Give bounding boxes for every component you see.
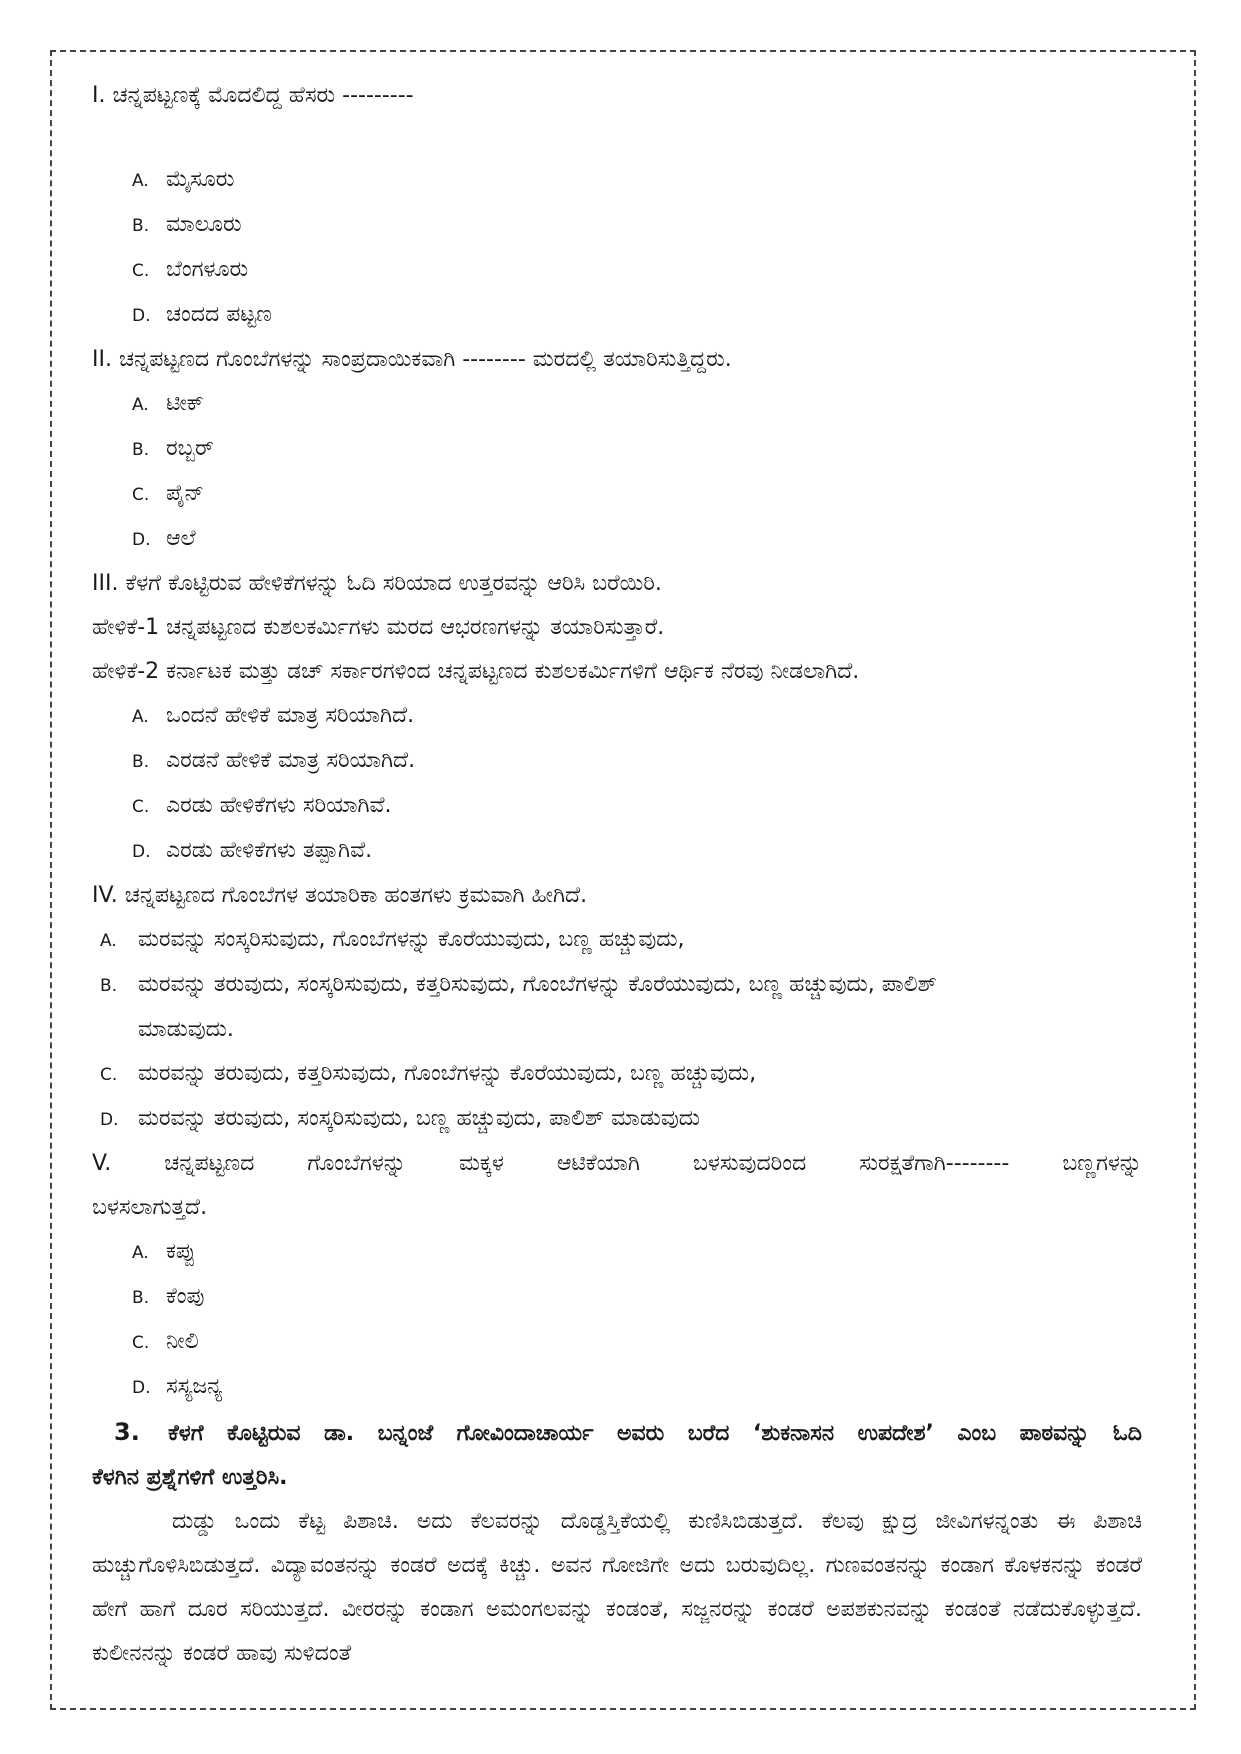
q3-statement-2: ಹೇಳಿಕೆ-2 ಕರ್ನಾಟಕ ಮತ್ತು ಡಚ್ ಸರ್ಕಾರಗಳಿಂದ ಚನ್ನಪಟ್ಟಣದ ಕುಶಲಕರ್ಮಿಗಳಿಗೆ ಆರ್ಥಿಕ ನೆರವು ನೀಡಲಾಗಿದೆ. [92, 659, 860, 684]
q2-option-d: D. ಆಲೆ [132, 526, 196, 551]
q2-option-b: B. ರಬ್ಬರ್ [132, 436, 214, 461]
q1-option-c: C. ಬೆಂಗಳೂರು [132, 257, 249, 282]
q2-option-c: C. ಪೈನ್ [132, 481, 205, 506]
q1-option-b: B. ಮಾಲೂರು [132, 212, 242, 237]
q5-option-b: B. ಕೆಂಪು [132, 1284, 205, 1309]
q3-statement-1: ಹೇಳಿಕೆ-1 ಚನ್ನಪಟ್ಟಣದ ಕುಶಲಕರ್ಮಿಗಳು ಮರದ ಆಭರಣಗಳನ್ನು ತಯಾರಿಸುತ್ತಾರೆ. [92, 615, 665, 640]
q5-option-a: A. ಕಪ್ಪು [132, 1239, 196, 1264]
q5-option-c: C. ನೀಲಿ [132, 1329, 199, 1354]
section-3-heading-continued: ಕೆಳಗಿನ ಪ್ರಶ್ನೆಗಳಿಗೆ ಉತ್ತರಿಸಿ. [92, 1465, 288, 1490]
question-1: I. ಚನ್ನಪಟ್ಟಣಕ್ಕೆ ಮೊದಲಿದ್ದ ಹೆಸರು --------- [92, 83, 414, 108]
q3-option-c: C. ಎರಡು ಹೇಳಿಕೆಗಳು ಸರಿಯಾಗಿವೆ. [132, 793, 392, 818]
question-5-continued: ಬಳಸಲಾಗುತ್ತದೆ. [92, 1195, 208, 1220]
reading-passage: ದುಡ್ಡು ಒಂದು ಕೆಟ್ಟ ಪಿಶಾಚಿ. ಅದು ಕೆಲವರನ್ನು ದೊಡ್ಡಸ್ತಿಕೆಯಲ್ಲಿ ಕುಣಿಸಿಬಿಡುತ್ತದೆ. ಕೆಲವು ಕ್ಷುದ್ರ ಜೀವಿಗಳನ್ನಂತು ಈ ಪಿಶಾಚಿ ಹುಚ್ಚುಗೊಳಿಸಿಬಿಡುತ್ತದೆ. ವಿದ್ಯಾವಂತನನ್ನು ಕಂಡರೆ ಅದಕ್ಕೆ ಕಿಚ್ಚು. ಅವನ ಗೋಜಿಗೇ ಅದು ಬರುವುದಿಲ್ಲ. ಗುಣವಂತನನ್ನು ಕಂಡಾಗ ಕೊಳಕನನ್ನು ಕಂಡರೆ ಹೇಗೆ ಹಾಗೆ ದೂರ ಸರಿಯುತ್ತದೆ. ವೀರರನ್ನು ಕಂಡಾಗ ಅಮಂಗಲವನ್ನು ಕಂಡಂತೆ, ಸಜ್ಜನರನ್ನು ಕಂಡರೆ ಅಪಶಕುನವನ್ನು ಕಂಡಂತೆ ನಡೆದುಕೊಳ್ಳುತ್ತದೆ. ಕುಲೀನನನ್ನು ಕಂಡರೆ ಹಾವು ಸುಳಿದಂತೆ [92, 1509, 1142, 1666]
question-5: V. ಚನ್ನಪಟ್ಟಣದ ಗೊಂಬೆಗಳನ್ನು ಮಕ್ಕಳ ಆಟಿಕೆಯಾಗಿ ಬಳಸುವುದರಿಂದ ಸುರಕ್ಷತೆಗಾಗಿ-------- ಬಣ್ಣಗಳನ್ನು [92, 1151, 1142, 1176]
q2-option-a: A. ಟೀಕ್ [132, 391, 204, 416]
q5-option-d: D. ಸಸ್ಯಜನ್ಯ [132, 1374, 223, 1399]
q4-option-b-continued: ಮಾಡುವುದು. [138, 1017, 234, 1042]
question-4: IV. ಚನ್ನಪಟ್ಟಣದ ಗೊಂಬೆಗಳ ತಯಾರಿಕಾ ಹಂತಗಳು ಕ್ರಮವಾಗಿ ಹೀಗಿದೆ. [92, 883, 588, 908]
q3-option-b: B. ಎರಡನೆ ಹೇಳಿಕೆ ಮಾತ್ರ ಸರಿಯಾಗಿದೆ. [132, 748, 416, 773]
q4-option-a: A. ಮರವನ್ನು ಸಂಸ್ಕರಿಸುವುದು, ಗೊಂಬೆಗಳನ್ನು ಕೊರೆಯುವುದು, ಬಣ್ಣ ಹಚ್ಚುವುದು, [100, 927, 685, 952]
q4-option-d: D. ಮರವನ್ನು ತರುವುದು, ಸಂಸ್ಕರಿಸುವುದು, ಬಣ್ಣ ಹಚ್ಚುವುದು, ಪಾಲಿಶ್ ಮಾಡುವುದು [100, 1106, 700, 1131]
q1-option-d: D. ಚಂದದ ಪಟ್ಟಣ [132, 302, 272, 327]
q4-option-b: B. ಮರವನ್ನು ತರುವುದು, ಸಂಸ್ಕರಿಸುವುದು, ಕತ್ತರಿಸುವುದು, ಗೊಂಬೆಗಳನ್ನು ಕೊರೆಯುವುದು, ಬಣ್ಣ ಹಚ್ಚುವುದು, ಪಾಲಿಶ್ [100, 972, 937, 997]
worksheet-content [92, 74, 1142, 1676]
question-3: III. ಕೆಳಗೆ ಕೊಟ್ಟಿರುವ ಹೇಳಿಕೆಗಳನ್ನು ಓದಿ ಸರಿಯಾದ ಉತ್ತರವನ್ನು ಆರಿಸಿ ಬರೆಯಿರಿ. [92, 571, 662, 596]
q3-option-d: D. ಎರಡು ಹೇಳಿಕೆಗಳು ತಪ್ಪಾಗಿವೆ. [132, 838, 373, 863]
question-2: II. ಚನ್ನಪಟ್ಟಣದ ಗೊಂಬೆಗಳನ್ನು ಸಾಂಪ್ರದಾಯಿಕವಾಗಿ -------- ಮರದಲ್ಲಿ ತಯಾರಿಸುತ್ತಿದ್ದರು. [92, 347, 732, 372]
section-3-heading: 3. ಕೆಳಗೆ ಕೊಟ್ಟಿರುವ ಡಾ. ಬನ್ನಂಜೆ ಗೋವಿಂದಾಚಾರ್ಯ ಅವರು ಬರೆದ ‘ಶುಕನಾಸನ ಉಪದೇಶ’ ಎಂಬ ಪಾಠವನ್ನು ಓದಿ [92, 1410, 1142, 1456]
q3-option-a: A. ಒಂದನೆ ಹೇಳಿಕೆ ಮಾತ್ರ ಸರಿಯಾಗಿದೆ. [132, 703, 415, 728]
q1-option-a: A. ಮೈಸೂರು [132, 167, 235, 192]
section-3-number: 3. [114, 1418, 140, 1446]
q4-option-c: C. ಮರವನ್ನು ತರುವುದು, ಕತ್ತರಿಸುವುದು, ಗೊಂಬೆಗಳನ್ನು ಕೊರೆಯುವುದು, ಬಣ್ಣ ಹಚ್ಚುವುದು, [100, 1061, 757, 1086]
